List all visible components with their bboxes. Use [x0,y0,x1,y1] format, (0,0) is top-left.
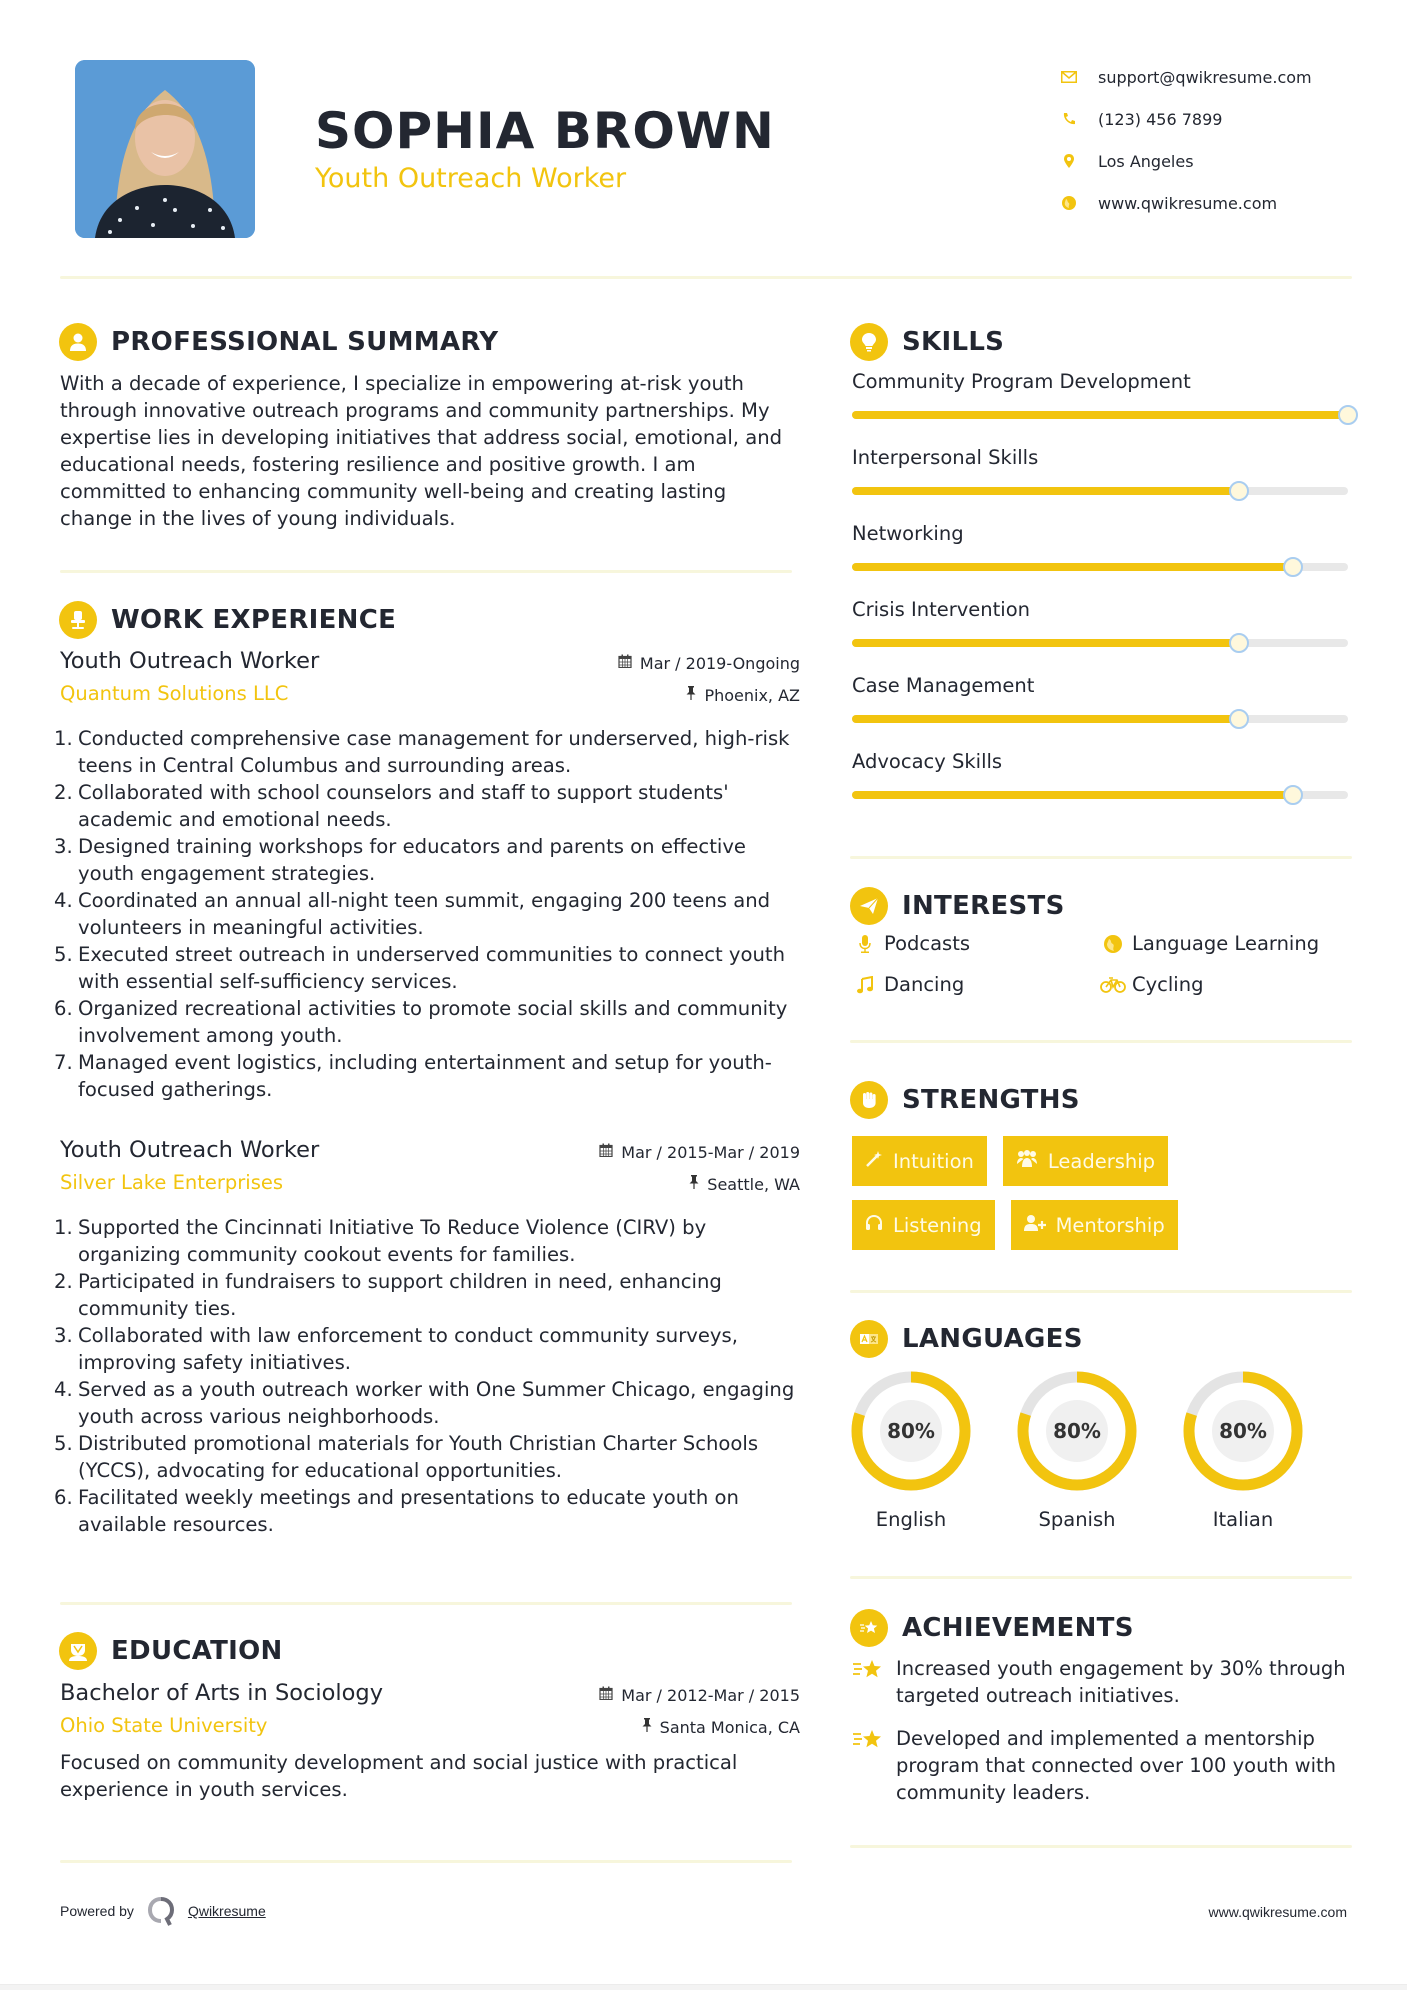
skill-item: Case Management [852,674,1352,750]
shooting-star-icon [852,1725,896,1806]
footer-powered-by: Powered by Qwikresume [60,1896,266,1926]
user-plus-icon [1024,1214,1046,1237]
bullet-item: 2. Participated in fundraisers to support children in need, enhancing community ties. [54,1270,722,1320]
interest-item: Podcasts [852,932,1100,955]
achievements-divider [850,1845,1352,1848]
translate-icon [850,1320,888,1358]
contact-location-text: Los Angeles [1098,151,1194,171]
calendar-icon [599,1143,613,1161]
languages-list [850,1370,1348,1531]
headphones-icon [865,1214,883,1237]
pushpin-icon [642,1718,652,1736]
education-location: Santa Monica, CA [642,1718,800,1737]
phone-icon [1050,112,1088,126]
candidate-name: SOPHIA BROWN [315,102,775,160]
language-ring [850,1370,972,1492]
skill-bar [852,791,1348,799]
envelope-icon [1050,71,1088,83]
bullet-item: 4. Coordinated an annual all-night teen summit, engaging 200 teens and volunteers in meaningful activities. [54,889,771,939]
skill-item: Advocacy Skills [852,750,1352,826]
summary-divider [60,570,792,573]
pushpin-icon [686,686,696,704]
education-dates: Mar / 2012-Mar / 2015 [599,1686,800,1705]
contact-website[interactable] [1050,182,1370,224]
job-company: Silver Lake Enterprises [60,1171,284,1194]
summary-text: With a decade of experience, I specialize in empowering at-risk youth through innovative outreach programs and community partnerships. My expertise lies in developing initiatives that address social, emotional, and educational needs, fostering resilience and positive growth. I am committed to enhancing community well-being and creating lasting change in the lives of young individuals. [60,372,783,530]
education-divider [60,1860,792,1863]
skill-item: Crisis Intervention [852,598,1352,674]
skill-bar [852,639,1348,647]
languages-divider [850,1576,1352,1579]
contact-location [1050,140,1370,182]
language-item [850,1370,1016,1531]
map-marker-icon [1050,154,1088,168]
skill-item: Interpersonal Skills [852,446,1352,522]
bullet-item: 6. Facilitated weekly meetings and presentations to educate youth on available resources. [54,1486,739,1536]
pushpin-icon [689,1175,699,1193]
job-bullets [54,1214,800,1538]
job-title: Youth Outreach Worker [60,1137,320,1163]
skill-knob [1229,481,1249,501]
education-description: Focused on community development and social justice with practical experience in youth services. [60,1751,738,1801]
header-divider [60,276,1352,279]
interest-item: Dancing [852,973,1100,996]
skill-bar [852,563,1348,571]
paper-plane-icon [850,887,888,925]
bullet-item: 7. Managed event logistics, including entertainment and setup for youth-focused gatherings. [54,1051,772,1101]
calendar-icon [599,1686,613,1704]
skill-knob [1283,785,1303,805]
language-item [1182,1370,1348,1531]
bullet-item: 2. Collaborated with school counselors and staff to support students' academic and emotional needs. [54,781,729,831]
language-percent: 80% [1053,1419,1101,1443]
qwikresume-logo-icon [146,1896,176,1926]
skill-item: Networking [852,522,1352,598]
contact-website-text: www.qwikresume.com [1098,193,1278,213]
microphone-icon [852,935,878,953]
strength-tag: Listening [852,1200,995,1250]
job-location: Seattle, WA [689,1175,800,1194]
language-ring [1016,1370,1138,1492]
job-entry-2 [54,1137,800,1538]
achievements-heading: ACHIEVEMENTS [850,1609,1134,1647]
strength-tag: Intuition [852,1136,987,1186]
experience-heading: WORK EXPERIENCE [59,601,396,639]
achievements-list [852,1655,1362,1822]
interest-item: Language Learning [1100,932,1362,955]
experience-divider [60,1602,792,1605]
strengths-heading: STRENGTHS [850,1081,1080,1119]
skill-bar [852,487,1348,495]
fist-icon [850,1081,888,1119]
skill-knob [1283,557,1303,577]
interests-heading: INTERESTS [850,887,1065,925]
languages-heading: LANGUAGES [850,1320,1083,1358]
language-percent: 80% [887,1419,935,1443]
calendar-icon [618,654,632,672]
job-bullets [54,725,800,1103]
shooting-star-icon [852,1655,896,1709]
achievement-item: Developed and implemented a mentorship program that connected over 100 youth with community leaders. [852,1725,1362,1806]
graduate-icon [59,1632,97,1670]
language-name: English [875,1508,947,1531]
job-entry-1 [54,648,800,1103]
magic-wand-icon [865,1150,883,1173]
job-title: Youth Outreach Worker [60,648,320,674]
language-name: Italian [1212,1508,1274,1531]
skill-bar [852,715,1348,723]
bullet-item: 3. Collaborated with law enforcement to conduct community surveys, improving safety initiatives. [54,1324,738,1374]
language-percent: 80% [1219,1419,1267,1443]
education-entry [60,1680,800,1803]
contact-list [1050,56,1370,224]
music-note-icon [852,976,878,994]
bullet-item: 3. Designed training workshops for educators and parents on effective youth engagement strategies. [54,835,746,885]
strengths-divider [850,1290,1352,1293]
skill-knob [1229,633,1249,653]
school: Ohio State University [60,1714,268,1737]
language-ring [1182,1370,1304,1492]
skills-heading: SKILLS [850,323,1004,361]
users-icon [1016,1150,1038,1173]
skills-divider [850,856,1352,859]
footer-website[interactable]: www.qwikresume.com [1208,1904,1347,1920]
skill-bar [852,411,1348,419]
qwikresume-link[interactable]: Qwikresume [187,1903,266,1919]
interests-list [852,932,1362,996]
candidate-title: Youth Outreach Worker [315,163,627,194]
page-bottom-edge [0,1984,1407,1990]
contact-phone[interactable] [1050,98,1370,140]
strengths-list [852,1136,1362,1264]
language-name: Spanish [1038,1508,1116,1531]
job-company: Quantum Solutions LLC [60,682,289,705]
language-item [1016,1370,1182,1531]
globe-icon [1100,935,1126,953]
bullet-item: 1. Supported the Cincinnati Initiative To Reduce Violence (CIRV) by organizing community cookout events for families. [54,1216,707,1266]
office-chair-icon [59,601,97,639]
education-heading: EDUCATION [59,1632,283,1670]
contact-phone-text: (123) 456 7899 [1098,109,1223,129]
skill-knob [1338,405,1358,425]
bullet-item: 5. Distributed promotional materials for Youth Christian Charter Schools (YCCS), advocating for educational opportunities. [54,1432,759,1482]
summary-heading: PROFESSIONAL SUMMARY [59,323,498,361]
contact-email-text: support@qwikresume.com [1098,67,1312,87]
job-dates: Mar / 2019-Ongoing [618,654,800,673]
bullet-item: 1. Conducted comprehensive case management for underserved, high-risk teens in Central Columbus and surrounding areas. [54,727,790,777]
achievement-item: Increased youth engagement by 30% through targeted outreach initiatives. [852,1655,1362,1709]
interest-item: Cycling [1100,973,1362,996]
job-dates: Mar / 2015-Mar / 2019 [599,1143,800,1162]
skill-item: Community Program Development [852,370,1352,446]
job-location: Phoenix, AZ [686,686,800,705]
skill-knob [1229,709,1249,729]
shooting-star-icon [850,1609,888,1647]
profile-photo [75,60,255,238]
contact-email[interactable] [1050,56,1370,98]
strength-tag: Mentorship [1011,1200,1178,1250]
lightbulb-icon [850,323,888,361]
degree: Bachelor of Arts in Sociology [60,1680,384,1706]
bullet-item: 4. Served as a youth outreach worker with One Summer Chicago, engaging youth across various neighborhoods. [54,1378,795,1428]
strength-tag: Leadership [1003,1136,1168,1186]
bullet-item: 5. Executed street outreach in underserved communities to connect youth with essential self-sufficiency services. [54,943,786,993]
bicycle-icon [1100,977,1126,993]
skills-list [852,370,1352,826]
user-icon [59,323,97,361]
interests-divider [850,1040,1352,1043]
bullet-item: 6. Organized recreational activities to promote social skills and community involvement among youth. [54,997,788,1047]
globe-icon [1050,196,1088,210]
